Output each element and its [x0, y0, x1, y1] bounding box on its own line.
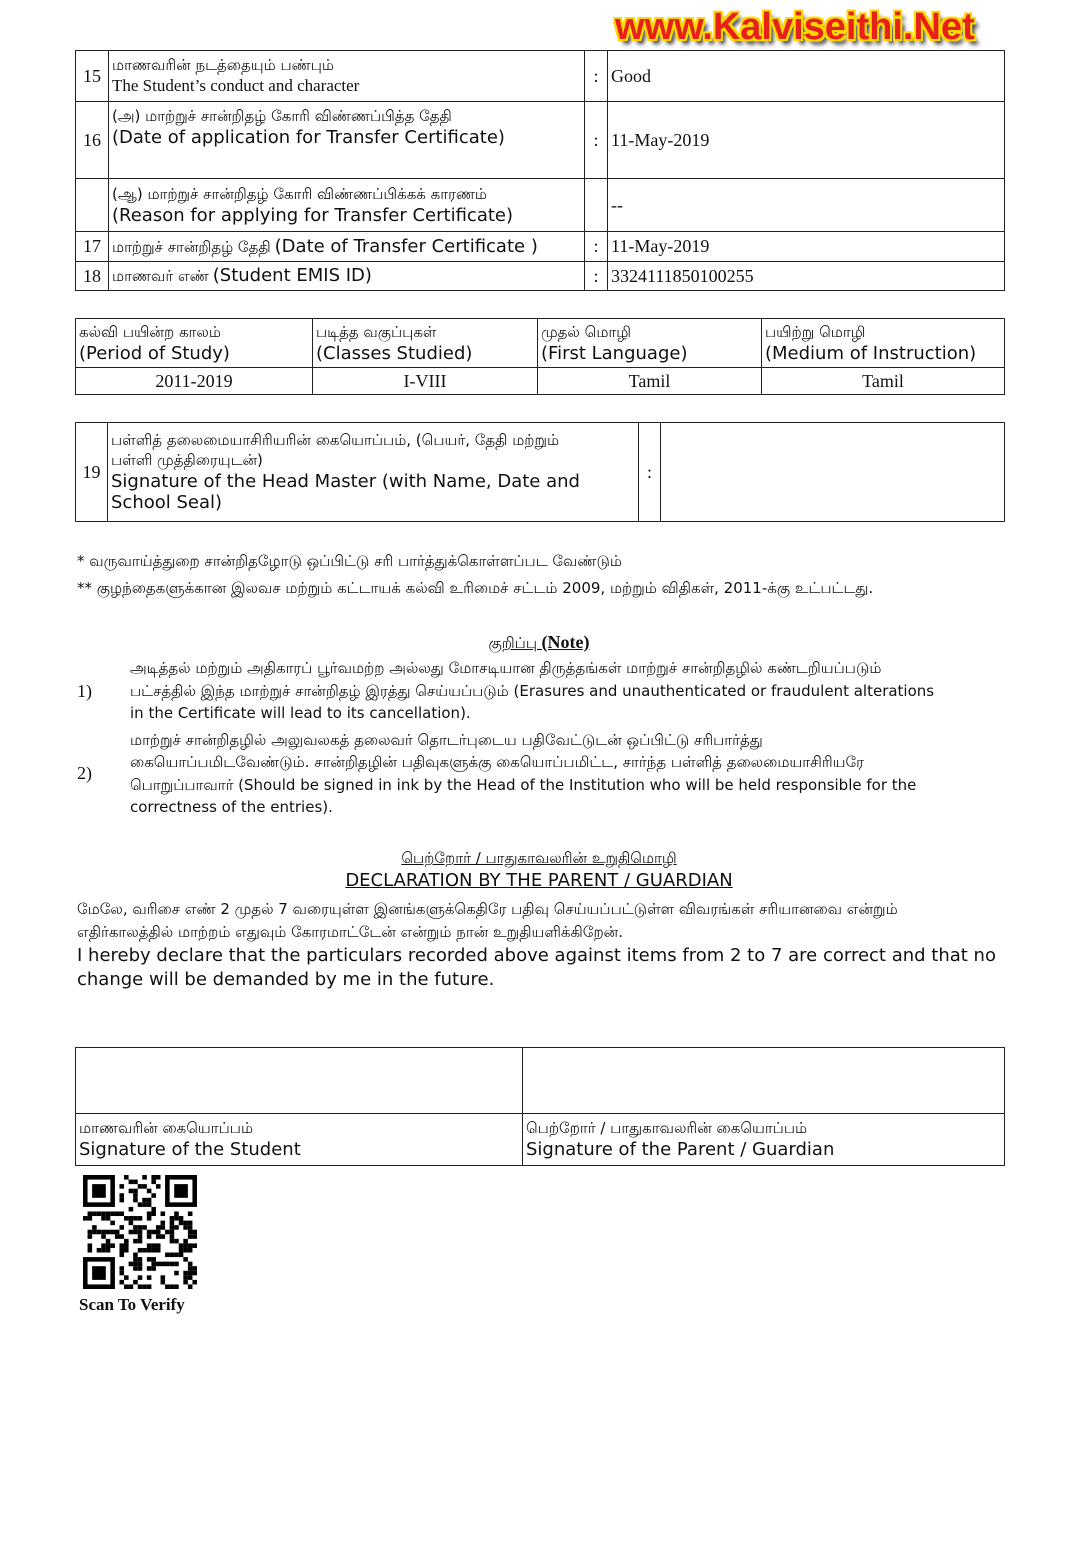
colon-empty — [585, 179, 608, 232]
colon: : — [585, 232, 608, 262]
table-row — [76, 232, 1005, 262]
table-row — [76, 179, 1005, 232]
qr-caption: Scan To Verify — [79, 1295, 185, 1314]
note-number: 1) — [77, 681, 92, 701]
tc-date-value: 11-May-2019 — [608, 232, 1005, 262]
parent-signature-box — [523, 1048, 1005, 1114]
header-medium: (Medium of Instruction) — [765, 342, 977, 364]
footnote: ** குழந்தைகளுக்கான இலவச மற்றும் கட்டாயக் கல்வி உரிமைச் சட்டம் 2009, மற்றும் விதிகள், 2011-க்கு உட்பட்டது. — [77, 579, 874, 597]
details-table — [75, 50, 1005, 291]
table-row — [76, 262, 1005, 291]
headmaster-signature-table — [75, 422, 1005, 522]
row-number: 17 — [76, 232, 109, 262]
note-title-tamil: குறிப்பு — [488, 634, 537, 652]
label-english: (Date of Transfer Certificate ) — [274, 235, 538, 257]
headmaster-signature-box — [661, 423, 1005, 522]
header-tamil: முதல் மொழி — [541, 322, 631, 341]
colon: : — [585, 102, 608, 179]
label-tamil: (அ) மாற்றுச் சான்றிதழ் கோரி விண்ணப்பித்த தேதி — [112, 107, 452, 125]
note-line: கையொப்பமிடவேண்டும். சான்றிதழின் பதிவுகளுக்கு கையொப்பமிட்ட, சார்ந்த பள்ளித் தலைமையாசிரியரே — [130, 753, 864, 771]
declaration-title-tamil: பெற்றோர் / பாதுகாவலரின் உறுதிமொழி — [401, 849, 677, 867]
declaration-title: DECLARATION BY THE PARENT / GUARDIAN — [345, 870, 733, 891]
note-line: correctness of the entries). — [130, 798, 333, 816]
signatures-table — [75, 1047, 1005, 1166]
note-line: மாற்றுச் சான்றிதழில் அலுவலகத் தலைவர் தொடர்புடைய பதிவேட்டுடன் ஒப்பிட்டு சரிபார்த்து — [130, 731, 763, 749]
colon: : — [585, 262, 608, 291]
header-tamil: பயிற்று மொழி — [765, 322, 866, 341]
note-line: பட்சத்தில் இந்த மாற்றுச் சான்றிதழ் இரத்து செய்யப்படும் (Erasures and unauthenticated or fraudulent alterations — [130, 682, 935, 700]
label-tamil: (ஆ) மாற்றுச் சான்றிதழ் கோரி விண்ணப்பிக்கக் காரணம் — [112, 184, 487, 203]
student-signature-box — [76, 1048, 523, 1114]
note-line: பொறுப்பாவார் (Should be signed in ink by the Head of the Institution who will be held responsible for the — [130, 776, 917, 794]
label-tamil: மாணவர் எண் — [112, 267, 209, 285]
declaration-line-tamil: எதிர்காலத்தில் மாற்றம் எதுவும் கோரமாட்டேன் என்றும் நான் உறுதியளிக்கிறேன். — [77, 923, 623, 941]
signature-label-tamil: பெற்றோர் / பாதுகாவலரின் கையொப்பம் — [526, 1119, 808, 1137]
row-number: 16 — [76, 102, 109, 179]
label-english: (Date of application for Transfer Certificate) — [112, 127, 505, 148]
period-value: 2011-2019 — [76, 368, 313, 395]
label-english: (Reason for applying for Transfer Certificate) — [112, 204, 514, 226]
label-english: (Student EMIS ID) — [212, 265, 372, 286]
header-period: (Period of Study) — [79, 342, 230, 364]
note-line: அடித்தல் மற்றும் அதிகாரப் பூர்வமற்ற அல்லது மோசடியான திருத்தங்கள் மாற்றுச் சான்றிதழில் கண்டறியப்படும் — [130, 659, 882, 677]
row-number — [76, 179, 109, 232]
parent-signature-label: Signature of the Parent / Guardian — [526, 1139, 835, 1160]
signature-label-tamil: மாணவரின் கையொப்பம் — [79, 1119, 254, 1137]
note-title — [0, 632, 1078, 654]
student-signature-label: Signature of the Student — [79, 1139, 301, 1160]
row-number: 18 — [76, 262, 109, 291]
label-tamil: மாணவரின் நடத்தையும் பண்பும் — [112, 56, 334, 74]
classes-value: I-VIII — [313, 368, 538, 395]
table-row — [76, 102, 1005, 179]
declaration-line: change will be demanded by me in the future. — [77, 969, 495, 990]
study-header-row — [76, 319, 1005, 368]
reason-value: -- — [608, 179, 1005, 232]
note-line: in the Certificate will lead to its cancellation). — [130, 704, 471, 722]
declaration-line: I hereby declare that the particulars recorded above against items from 2 to 7 are correct and that no — [77, 945, 996, 966]
table-row — [76, 423, 1005, 522]
watermark: www.Kalviseithi.Net — [615, 6, 975, 48]
header-first-language: (First Language) — [541, 342, 688, 364]
emis-id-value: 3324111850100255 — [608, 262, 1005, 291]
study-value-row — [76, 368, 1005, 395]
qr-code[interactable] — [83, 1175, 197, 1289]
colon: : — [585, 51, 608, 102]
medium-value: Tamil — [762, 368, 1005, 395]
footnote: * வருவாய்த்துறை சான்றிதழோடு ஒப்பிட்டு சரி பார்த்துக்கொள்ளப்பட வேண்டும் — [77, 552, 622, 570]
label-english: Signature of the Head Master (with Name, Date and — [111, 471, 580, 492]
table-row — [76, 51, 1005, 102]
row-number: 19 — [76, 423, 108, 522]
header-tamil: கல்வி பயின்ற காலம் — [79, 322, 221, 341]
note-title-english: (Note) — [541, 632, 590, 652]
label-english: The Student’s conduct and character — [112, 76, 360, 95]
label-english: School Seal) — [111, 492, 223, 513]
declaration-line-tamil: மேலே, வரிசை எண் 2 முதல் 7 வரையுள்ள இனங்களுக்கெதிரே பதிவு செய்யப்பட்டுள்ள விவரங்கள் சரியானவை என்றும் — [77, 900, 898, 918]
label-tamil: பள்ளித் தலைமையாசிரியரின் கையொப்பம், (பெயர், தேதி மற்றும் — [111, 431, 560, 449]
study-table — [75, 318, 1005, 395]
conduct-value: Good — [608, 51, 1005, 102]
row-number: 15 — [76, 51, 109, 102]
header-tamil: படித்த வகுப்புகள் — [316, 322, 437, 341]
header-classes: (Classes Studied) — [316, 342, 473, 364]
colon: : — [639, 423, 661, 522]
label-tamil: பள்ளி முத்திரையுடன்) — [111, 451, 263, 469]
label-tamil: மாற்றுச் சான்றிதழ் தேதி — [112, 237, 271, 256]
application-date-value: 11-May-2019 — [608, 102, 1005, 179]
note-number: 2) — [77, 763, 92, 783]
first-language-value: Tamil — [538, 368, 762, 395]
